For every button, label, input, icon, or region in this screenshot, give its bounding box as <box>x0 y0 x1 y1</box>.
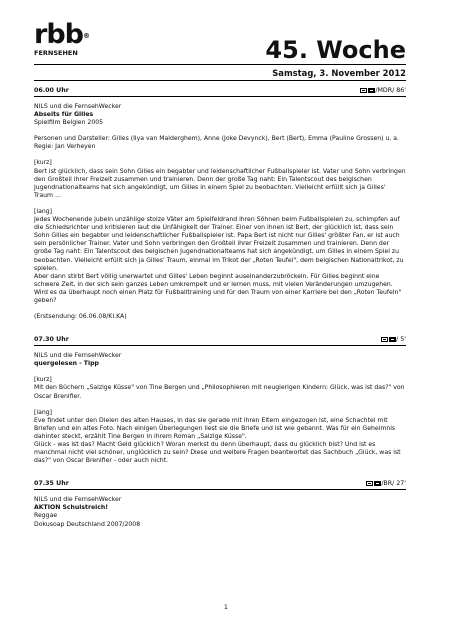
widescreen-icon <box>368 88 375 93</box>
first-aired: (Erstsendung: 06.06.08/KI.KA) <box>34 313 127 321</box>
logo-text: rbb <box>34 19 83 50</box>
director: Regie: Jan Verheyen <box>34 143 96 151</box>
long-description-2: Aber dann stirbt Bert völlig unerwartet und Gilles' Leben beginnt auseinanderzubröckeln. Für Gilles beginnt eine schwere Zeit, in der sich sein ganzes Leben umkrempelt und er lernen muss, mit vielen Veränderungen umzugehen. Wird es da überhaupt noch einen Platz für Fußballtraining und für den Traum von einer Karriere bei den „Roten Teufeln" geben? <box>34 272 402 304</box>
long-label: [lang] <box>34 207 53 215</box>
slot-0730 <box>34 335 406 465</box>
long-description: Jedes Wochenende jubeln unzählige stolze Väter am Spielfeldrand ihren Söhnen beim Fußballspielen zu, schimpfen auf die Schiedsrichter und kritisieren laut die Unfähigkeit der Trainer. Einer von ihnen ist Bert, der glücklich ist, dass sein Sohn Gilles ein begabter und leidenschaftlicher Fußballspieler ist. Papa Bert ist nicht nur Gilles' größter Fan, er ist auch sein persönlicher Trainer. Vater und Sohn verbringen den Großteil ihrer Freizeit zusammen und trainieren. Denn der große Tag naht: Ein Talentscout des belgischen Jugendnationalteams hat sich angekündigt, um Gilles in einem Spiel zu beobachten. Vielleicht erfüllt sich ja Gilles' Traum, einmal im Trikot der „Roten Teufel", dem belgischen Nationaltrikot, zu spielen. <box>34 216 404 272</box>
logo-subtitle: FERNSEHEN <box>34 49 78 57</box>
slot-time: 07.35 Uhr <box>34 480 69 488</box>
long-description: Eve findet unter den Dielen des alten Hauses, in das sie gerade mit ihren Eltern eingezogen ist, eine Schachtel mit Briefen und ein altes Foto. Nach einigen Überlegungen liest sie die Briefe und ist wie gebannt. Was für ein Geheimnis dahinter steckt, erzählt Tine Bergen in ihrem Roman „Salzige Küsse". <box>34 416 396 440</box>
page-number: 1 <box>223 603 229 611</box>
schedule <box>34 86 406 529</box>
series-name: NILS und die FernsehWecker <box>34 496 122 504</box>
date-rule <box>34 80 406 81</box>
week-title: 45. Woche <box>265 36 406 64</box>
slot-rule <box>34 345 406 346</box>
header-rule <box>34 64 406 65</box>
logo-registered: ® <box>82 32 89 40</box>
stereo-icon <box>381 337 388 342</box>
broadcast-date: Samstag, 3. November 2012 <box>272 68 406 78</box>
slot-0600 <box>34 86 406 321</box>
short-description: Bert ist glücklich, dass sein Sohn Gilles ein begabter und leidenschaftlicher Fußballspieler ist. Vater und Sohn verbringen den Großteil ihrer Freizeit zusammen und trainieren. Denn der große Tag naht: Ein Talentscout des belgischen Jugendnationalteams hat sich angekündigt, um Gilles in einem Spiel zu beobachten. Vielleicht erfüllt sich ja Gilles' Traum ... <box>34 167 406 199</box>
slot-time: 07.30 Uhr <box>34 336 69 344</box>
program-subtitle: Dokusoap Deutschland 2007/2008 <box>34 520 141 528</box>
long-label: [lang] <box>34 408 53 416</box>
slot-meta <box>380 335 406 344</box>
stereo-icon <box>366 481 373 486</box>
slot-rule <box>34 489 406 490</box>
cast: Personen und Darsteller: Gilles (Ilya van Malderghem), Anne (Joke Devynck), Bert (Bert), Emma (Pauline Grossen) u. a. <box>34 135 399 143</box>
slot-meta-text: / 5' <box>396 336 406 344</box>
logo <box>34 19 89 57</box>
short-label: [kurz] <box>34 159 52 167</box>
slot-meta <box>359 86 406 95</box>
program-title: AKTION Schulstreich! <box>34 504 109 512</box>
slot-meta-text: /MDR/ 86' <box>375 87 406 94</box>
series-name: NILS und die FernsehWecker <box>34 352 122 360</box>
program-title: quergelesen - Tipp <box>34 360 99 368</box>
slot-rule <box>34 96 406 97</box>
slot-meta <box>365 479 406 488</box>
slot-0735 <box>34 479 406 528</box>
program-subtitle: Spielfilm Belgien 2005 <box>34 119 104 127</box>
slot-meta-text: /BR/ 27' <box>381 480 406 488</box>
short-label: [kurz] <box>34 376 52 384</box>
widescreen-icon <box>374 481 381 486</box>
program-genre: Reggae <box>34 512 58 520</box>
long-description-2: Glück - was ist das? Macht Geld glücklich? Woran merkst du denn überhaupt, dass du glücklich bist? Und ist es manchmal nicht viel schöner, unglücklich zu sein? Diese und weitere Fragen beantwortet das Sachbuch „Glück, was ist das?" von Oscar Brenifier - oder auch nicht. <box>34 441 401 465</box>
series-name: NILS und die FernsehWecker <box>34 103 122 110</box>
short-description: Mit den Büchern „Salzige Küsse" von Tine Bergen und „Philosophieren mit neugierigen Kindern: Glück, was ist das?" von Oscar Brenifier. <box>34 384 405 400</box>
program-title: Abseits für Gilles <box>34 111 94 119</box>
widescreen-icon <box>389 337 396 342</box>
stereo-icon <box>360 88 367 93</box>
slot-time: 06.00 Uhr <box>34 87 69 94</box>
